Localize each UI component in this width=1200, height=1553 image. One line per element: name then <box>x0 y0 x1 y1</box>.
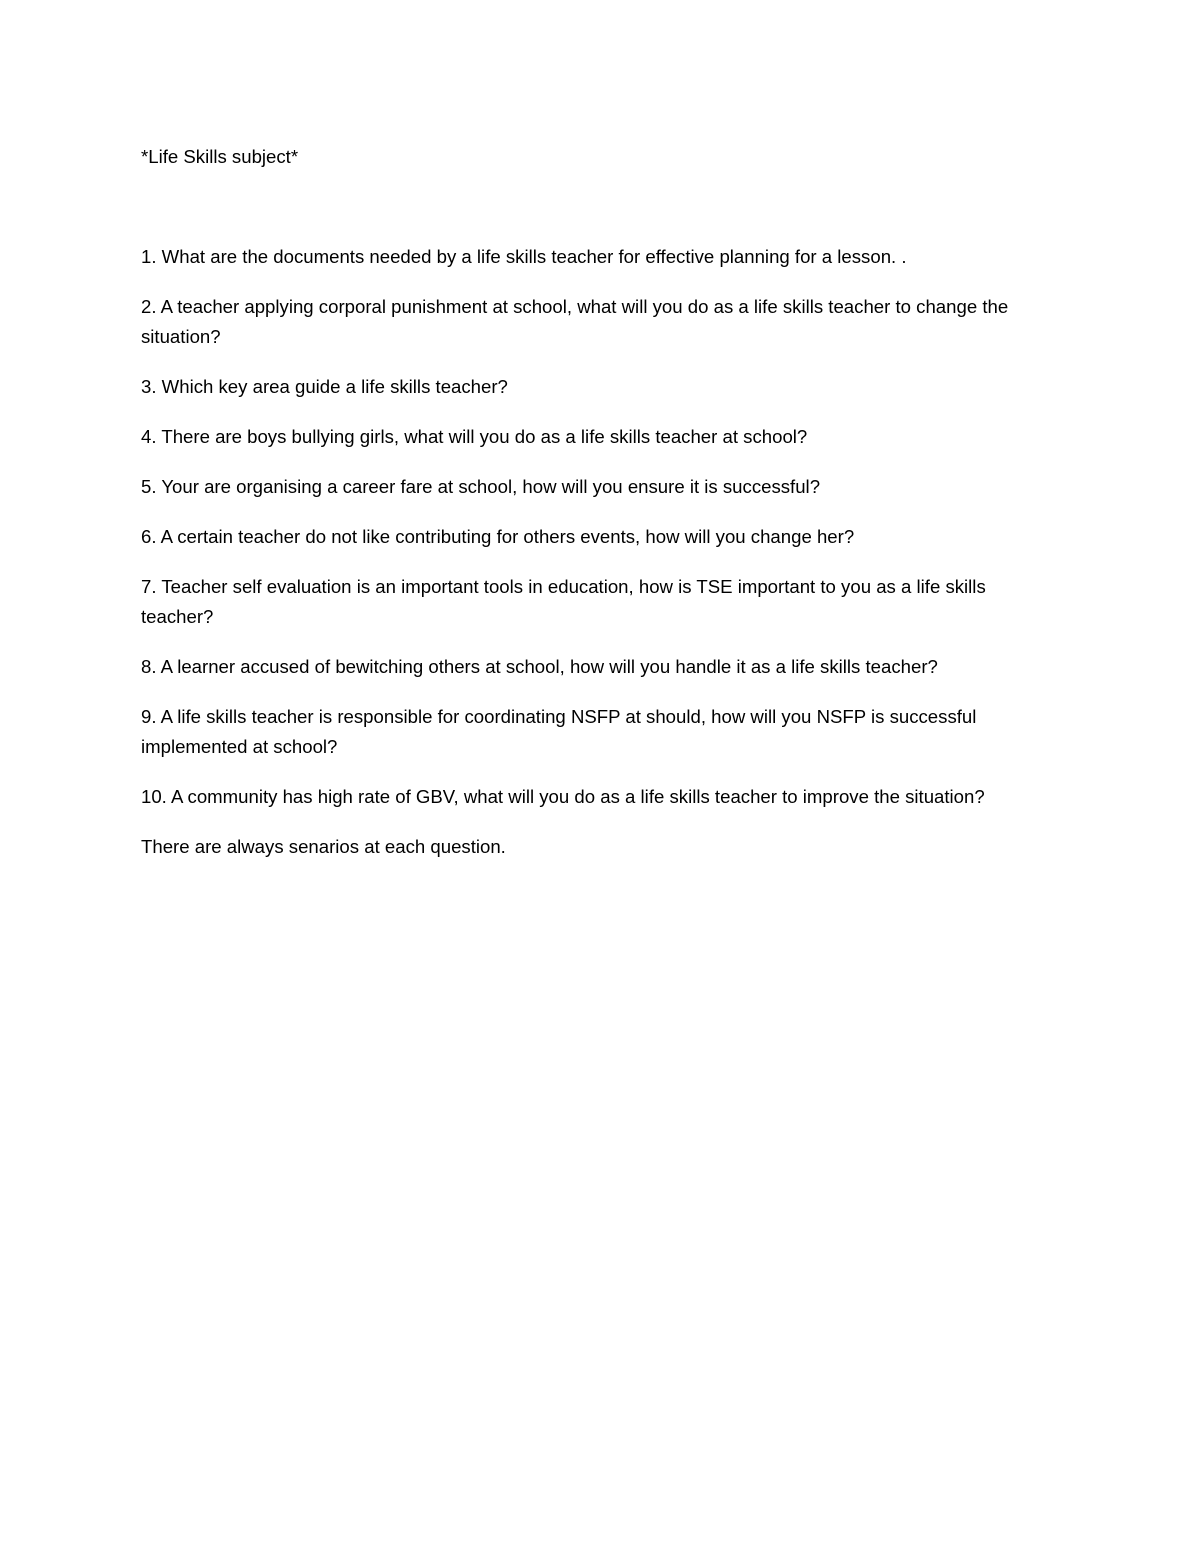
question-item: 8. A learner accused of bewitching others at school, how will you handle it as a life skills teacher? <box>141 656 938 677</box>
document-body <box>141 142 1056 862</box>
question-item: 3. Which key area guide a life skills teacher? <box>141 376 508 397</box>
question-item: 9. A life skills teacher is responsible for coordinating NSFP at should, how will you NSFP is successful implemented at school? <box>141 706 977 757</box>
title-spacer <box>141 172 1056 242</box>
question-item: 6. A certain teacher do not like contributing for others events, how will you change her? <box>141 526 855 547</box>
question-item: 2. A teacher applying corporal punishment at school, what will you do as a life skills teacher to change the situation? <box>141 296 1009 347</box>
question-list <box>141 242 1056 812</box>
document-title: *Life Skills subject* <box>141 146 299 167</box>
question-item: 10. A community has high rate of GBV, what will you do as a life skills teacher to improve the situation? <box>141 786 985 807</box>
question-item: 5. Your are organising a career fare at school, how will you ensure it is successful? <box>141 476 821 497</box>
question-item: 4. There are boys bullying girls, what will you do as a life skills teacher at school? <box>141 426 808 447</box>
closing-note: There are always senarios at each question. <box>141 836 506 857</box>
question-item: 1. What are the documents needed by a life skills teacher for effective planning for a lesson. . <box>141 246 907 267</box>
question-item: 7. Teacher self evaluation is an important tools in education, how is TSE important to you as a life skills teacher? <box>141 576 986 627</box>
